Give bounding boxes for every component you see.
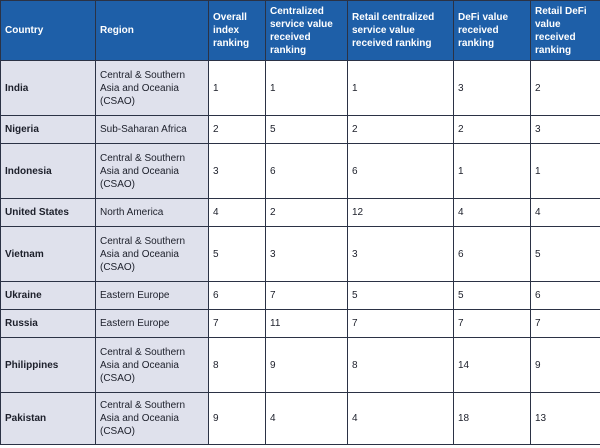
header-retail-centralized-ranking: Retail centralized service value received ranking (348, 1, 454, 61)
region-cell: Central & Southern Asia and Oceania (CSAO) (96, 144, 209, 199)
retail-centralized-cell: 4 (348, 393, 454, 445)
centralized-cell: 5 (266, 116, 348, 144)
defi-cell: 1 (454, 144, 531, 199)
header-region: Region (96, 1, 209, 61)
region-cell: Central & Southern Asia and Oceania (CSAO) (96, 393, 209, 445)
region-cell: Central & Southern Asia and Oceania (CSAO) (96, 227, 209, 282)
header-centralized-ranking: Centralized service value received ranking (266, 1, 348, 61)
overall-cell: 9 (209, 393, 266, 445)
retail-defi-cell: 6 (531, 282, 600, 310)
centralized-cell: 7 (266, 282, 348, 310)
centralized-cell: 4 (266, 393, 348, 445)
header-overall-index-ranking: Overall index ranking (209, 1, 266, 61)
country-cell: Russia (1, 310, 96, 338)
retail-centralized-cell: 7 (348, 310, 454, 338)
defi-cell: 6 (454, 227, 531, 282)
retail-defi-cell: 9 (531, 338, 600, 393)
table-row (1, 310, 600, 338)
centralized-cell: 2 (266, 199, 348, 227)
region-cell: Sub-Saharan Africa (96, 116, 209, 144)
retail-defi-cell: 7 (531, 310, 600, 338)
table-row (1, 144, 600, 199)
centralized-cell: 11 (266, 310, 348, 338)
table-row (1, 282, 600, 310)
defi-cell: 4 (454, 199, 531, 227)
table-row (1, 199, 600, 227)
overall-cell: 5 (209, 227, 266, 282)
overall-cell: 8 (209, 338, 266, 393)
retail-centralized-cell: 3 (348, 227, 454, 282)
centralized-cell: 9 (266, 338, 348, 393)
country-cell: India (1, 61, 96, 116)
table-row (1, 61, 600, 116)
overall-cell: 3 (209, 144, 266, 199)
retail-defi-cell: 1 (531, 144, 600, 199)
retail-defi-cell: 2 (531, 61, 600, 116)
retail-centralized-cell: 2 (348, 116, 454, 144)
defi-cell: 3 (454, 61, 531, 116)
table-row (1, 393, 600, 445)
retail-centralized-cell: 8 (348, 338, 454, 393)
table-row (1, 338, 600, 393)
retail-defi-cell: 3 (531, 116, 600, 144)
header-retail-defi-ranking: Retail DeFi value received ranking (531, 1, 600, 61)
defi-cell: 18 (454, 393, 531, 445)
defi-cell: 2 (454, 116, 531, 144)
region-cell: Eastern Europe (96, 310, 209, 338)
retail-centralized-cell: 5 (348, 282, 454, 310)
header-country: Country (1, 1, 96, 61)
table-row (1, 227, 600, 282)
overall-cell: 4 (209, 199, 266, 227)
region-cell: Central & Southern Asia and Oceania (CSAO) (96, 61, 209, 116)
country-cell: Nigeria (1, 116, 96, 144)
retail-defi-cell: 13 (531, 393, 600, 445)
overall-cell: 7 (209, 310, 266, 338)
retail-centralized-cell: 1 (348, 61, 454, 116)
defi-cell: 14 (454, 338, 531, 393)
region-cell: Eastern Europe (96, 282, 209, 310)
centralized-cell: 3 (266, 227, 348, 282)
defi-cell: 7 (454, 310, 531, 338)
overall-cell: 6 (209, 282, 266, 310)
country-cell: Vietnam (1, 227, 96, 282)
retail-defi-cell: 4 (531, 199, 600, 227)
region-cell: North America (96, 199, 209, 227)
overall-cell: 2 (209, 116, 266, 144)
retail-centralized-cell: 12 (348, 199, 454, 227)
country-cell: Ukraine (1, 282, 96, 310)
header-defi-ranking: DeFi value received ranking (454, 1, 531, 61)
country-cell: Indonesia (1, 144, 96, 199)
country-cell: United States (1, 199, 96, 227)
centralized-cell: 6 (266, 144, 348, 199)
country-cell: Pakistan (1, 393, 96, 445)
centralized-cell: 1 (266, 61, 348, 116)
country-cell: Philippines (1, 338, 96, 393)
retail-centralized-cell: 6 (348, 144, 454, 199)
header-row (1, 1, 600, 61)
region-cell: Central & Southern Asia and Oceania (CSAO) (96, 338, 209, 393)
defi-cell: 5 (454, 282, 531, 310)
retail-defi-cell: 5 (531, 227, 600, 282)
table-row (1, 116, 600, 144)
overall-cell: 1 (209, 61, 266, 116)
